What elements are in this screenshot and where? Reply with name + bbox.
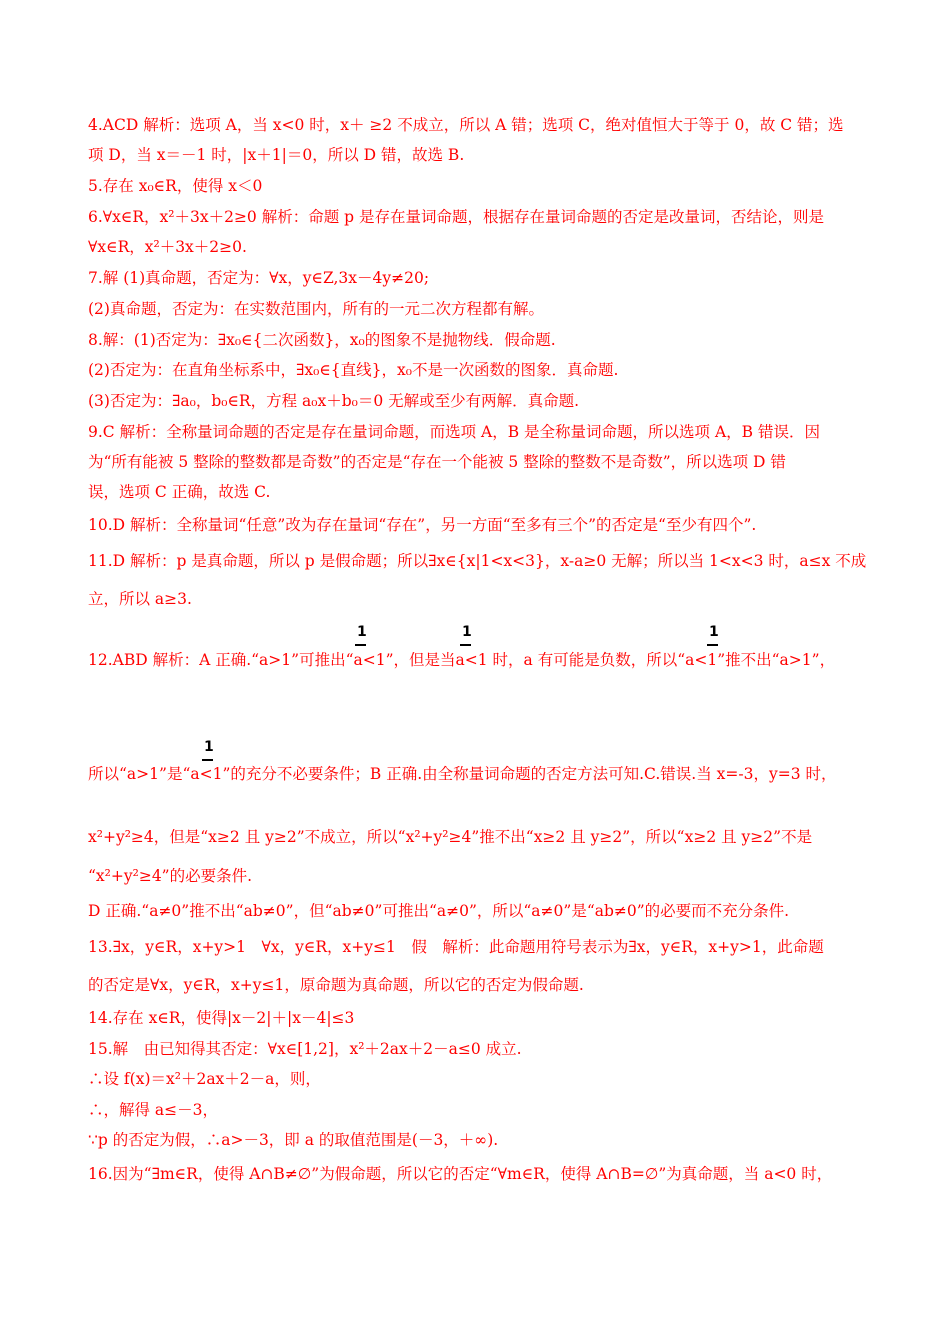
line-q12-d: “x²+y²≥4”的必要条件. [88, 867, 253, 885]
line-q13-b: 的否定是∀x，y∈R，x+y≤1，原命题为真命题，所以它的否定为假命题. [88, 976, 584, 994]
line-q9-b: 为“所有能被 5 整除的整数都是奇数”的否定是“存在一个能被 5 整除的整数不是奇数”，所以选项 D 错 [88, 453, 786, 471]
line-q6-b: ∀x∈R，x²＋3x＋2≥0. [88, 238, 247, 256]
line-q12-c: x²+y²≥4，但是“x≥2 且 y≥2”不成立，所以“x²+y²≥4”推不出“x≥2 且 y≥2”，所以“x≥2 且 y≥2”不是 [88, 828, 813, 846]
line-q9-a: 9.C 解析：全称量词命题的否定是存在量词命题，而选项 A，B 是全称量词命题，所以选项 A，B 错误．因 [88, 423, 820, 441]
line-q12-a: 12.ABD 解析：A 正确.“a>1”可推出“a<1”，但是当a<1 时，a 有可能是负数，所以“a<1”推不出“a>1”， [88, 651, 836, 669]
line-q7-a: 7.解 (1)真命题，否定为：∀x，y∈Z,3x－4y≠20; [88, 269, 430, 287]
fraction-bar [202, 759, 213, 761]
line-q12-e: D 正确.“a≠0”推不出“ab≠0”，但“ab≠0”可推出“a≠0”，所以“a≠0”是“ab≠0”的必要而不充分条件. [88, 902, 790, 920]
line-q4-a: 4.ACD 解析：选项 A，当 x<0 时，x＋ ≥2 不成立，所以 A 错；选项 C，绝对值恒大于等于 0，故 C 错；选 [88, 116, 844, 134]
line-q15-b: ∴设 f(x)＝x²＋2ax＋2－a，则， [88, 1070, 321, 1088]
line-q13-a: 13.∃x，y∈R，x+y>1 ∀x，y∈R，x+y≤1 假 解析：此命题用符号表示为∃x，y∈R，x+y>1，此命题 [88, 938, 824, 956]
line-q15-c: ∴，解得 a≤－3， [88, 1101, 219, 1119]
line-q4-b: 项 D，当 x＝－1 时，|x＋1|＝0，所以 D 错，故选 B. [88, 146, 465, 164]
line-q9-c: 误，选项 C 正确，故选 C. [88, 483, 271, 501]
line-q10: 10.D 解析：全称量词“任意”改为存在量词“存在”，另一方面“至多有三个”的否定是“至少有四个”. [88, 516, 757, 534]
line-q8-b: (2)否定为：在直角坐标系中，∃x₀∈{直线}，x₀不是一次函数的图象．真命题. [88, 361, 619, 379]
line-q11-b: 立，所以 a≥3. [88, 590, 192, 608]
fraction-numerator: 1 [357, 624, 367, 640]
fraction-bar [460, 644, 471, 646]
line-q7-b: (2)真命题，否定为：在实数范围内，所有的一元二次方程都有解。 [88, 300, 544, 318]
line-q12-b: 所以“a>1”是“a<1”的充分不必要条件；B 正确.由全称量词命题的否定方法可知.C.错误.当 x=-3，y=3 时， [88, 765, 837, 783]
line-q8-a: 8.解：(1)否定为：∃x₀∈{二次函数}，x₀的图象不是抛物线．假命题. [88, 331, 556, 349]
fraction-numerator: 1 [709, 624, 719, 640]
line-q16: 16.因为“∃m∈R，使得 A∩B≠∅”为假命题，所以它的否定“∀m∈R，使得 A∩B=∅”为真命题，当 a<0 时， [88, 1165, 833, 1183]
fraction-bar [707, 644, 718, 646]
line-q14: 14.存在 x∈R，使得|x－2|＋|x－4|≤3 [88, 1009, 355, 1027]
line-q15-d: ∵p 的否定为假，∴a>－3，即 a 的取值范围是(－3，＋∞). [88, 1131, 499, 1149]
fraction-numerator: 1 [462, 624, 472, 640]
line-q15-a: 15.解 由已知得其否定：∀x∈[1,2]，x²＋2ax＋2－a≤0 成立. [88, 1040, 522, 1058]
line-q11-a: 11.D 解析：p 是真命题，所以 p 是假命题；所以∃x∈{x|1<x<3}，x-a≥0 无解；所以当 1<x<3 时，a≤x 不成 [88, 552, 867, 570]
line-q8-c: (3)否定为：∃a₀，b₀∈R，方程 a₀x＋b₀＝0 无解或至少有两解．真命题. [88, 392, 580, 410]
fraction-numerator: 1 [204, 739, 214, 755]
fraction-bar [355, 644, 366, 646]
line-q6-a: 6.∀x∈R，x²＋3x＋2≥0 解析：命题 p 是存在量词命题，根据存在量词命题的否定是改量词，否结论，则是 [88, 208, 825, 226]
line-q5: 5.存在 x₀∈R，使得 x＜0 [88, 177, 263, 195]
